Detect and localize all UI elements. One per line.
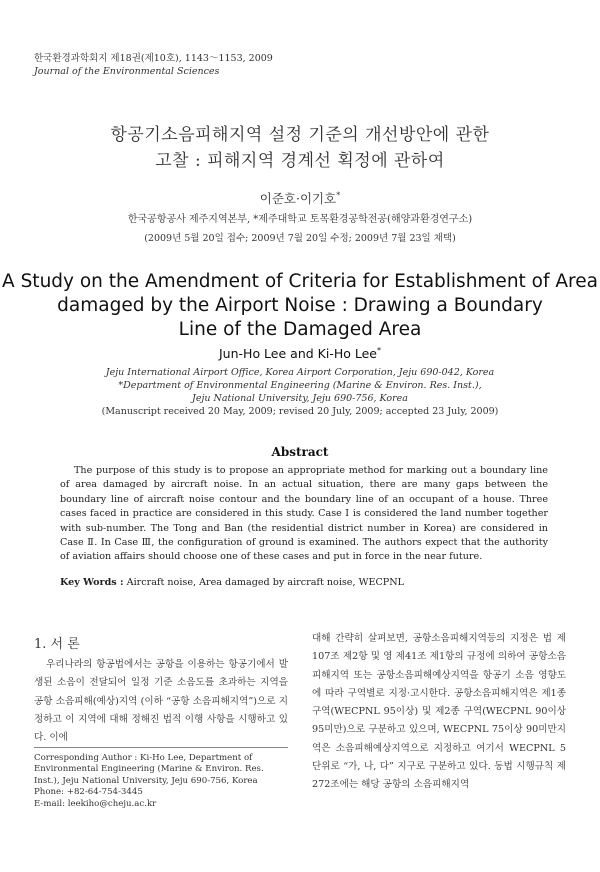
english-dates: (Manuscript received 20 May, 2009; revised 20 July, 2009; accepted 23 July, 2009) <box>101 406 499 417</box>
english-title-line1: A Study on the Amendment of Criteria for Establishment of Area <box>2 271 598 292</box>
keywords <box>60 577 404 588</box>
english-title-line3: Line of the Damaged Area <box>178 319 422 340</box>
english-affiliation <box>0 367 600 405</box>
abstract-heading: Abstract <box>271 445 329 459</box>
korean-authors-names: 이준호·이기호 <box>259 191 337 206</box>
intro-right-column: 대해 간략히 살펴보면, 공항소음피해지역등의 지정은 법 제107조 제2항 및 영 제41조 제1항의 규정에 의하여 공항소음피해지역 또는 공항소음피해예상지역을 항공기 소음 영향도에 따라 구역별로 지정·고시한다. 공항소음피해지역은 제1종 구역(WECPNL 95이상) 및 제2종 구역(WECPNL 90이상 95미만)으로 구분하고 있으며, WECPNL 75이상 90미만지역은 소음피해예상지역으로 지정하고 여기서 WECPNL 5 단위로 “가, 나, 다” 지구로 구분하고 있다. 동법 시행규칙 제272조에는 해당 공항의 소음피해지역 <box>312 633 566 791</box>
english-authors <box>0 346 600 361</box>
keywords-text: Aircraft noise, Area damaged by aircraft noise, WECPNL <box>126 577 405 588</box>
journal-header <box>34 52 273 78</box>
korean-authors <box>0 189 600 207</box>
english-affiliation-line1: Jeju International Airport Office, Korea Airport Corporation, Jeju 690-042, Korea <box>105 367 495 378</box>
english-authors-names: Jun-Ho Lee and Ki-Ho Lee <box>219 346 377 362</box>
section-heading-introduction: 1. 서 론 <box>34 637 80 652</box>
correspondence-footnote <box>34 753 288 810</box>
korean-title-line1: 항공기소음피해지역 설정 기준의 개선방안에 관한 <box>110 125 490 145</box>
korean-title-line2: 고찰 : 피해지역 경계선 획정에 관하여 <box>155 151 445 171</box>
korean-title <box>0 122 600 174</box>
english-affiliation-line3: Jeju National University, Jeju 690-756, Korea <box>192 392 408 404</box>
footnote-divider <box>34 747 288 748</box>
english-affiliation-line2: *Department of Environmental Engineering (Marine & Environ. Res. Inst.), <box>118 379 482 391</box>
journal-citation-kr: 한국환경과학회지 제18권(제10호), 1143～1153, 2009 <box>34 53 273 64</box>
journal-name-en: Journal of the Environmental Sciences <box>34 66 220 77</box>
correspondence-author: Corresponding Author : Ki-Ho Lee, Department of Environmental Engineering (Marine & Environ. Res. Inst.), Jeju National University, Jeju 690-756, Korea <box>34 753 264 786</box>
korean-author-mark: * <box>336 190 341 200</box>
correspondence-email: E-mail: leekiho@cheju.ac.kr <box>34 798 157 809</box>
correspondence-phone: Phone: +82-64-754-3445 <box>34 787 143 798</box>
english-title <box>0 270 600 342</box>
english-author-mark: * <box>376 346 381 355</box>
keywords-label: Key Words : <box>60 577 124 588</box>
korean-affiliation: 한국공항공사 제주지역본부, *제주대학교 토목환경공학전공(해양과환경연구소) <box>127 214 473 225</box>
abstract-body: The purpose of this study is to propose an appropriate method for marking out a boundary line of area damaged by aircraft noise. In an actual situation, there are many gaps between the boundary line of aircraft noise contour and the boundary line of an occupant of a house. Three cases faced in practice are considered in this study. Case Ⅰ is considered the land number together with sub-number. The Tong and Ban (the residential district number in Korea) are considered in Case Ⅱ. In Case Ⅲ, the configuration of ground is examined. The authors expect that the authority of aviation affairs should choose one of these cases and put in force in the near future. <box>60 465 548 563</box>
korean-dates: (2009년 5월 20일 접수; 2009년 7월 20일 수정; 2009년 7월 23일 채택) <box>144 233 456 244</box>
intro-left-column: 우리나라의 항공법에서는 공항을 이용하는 항공기에서 발생된 소음이 전달되어 일정 기준 소음도를 초과하는 지역을 공항 소음피해(예상)지역 (이하 “공항 소음피해지역”)으로 지정하고 이 지역에 대해 정해진 법적 이행 사항을 시행하고 있다. 이에 <box>34 659 288 744</box>
english-title-line2: damaged by the Airport Noise : Drawing a Boundary <box>57 295 543 316</box>
